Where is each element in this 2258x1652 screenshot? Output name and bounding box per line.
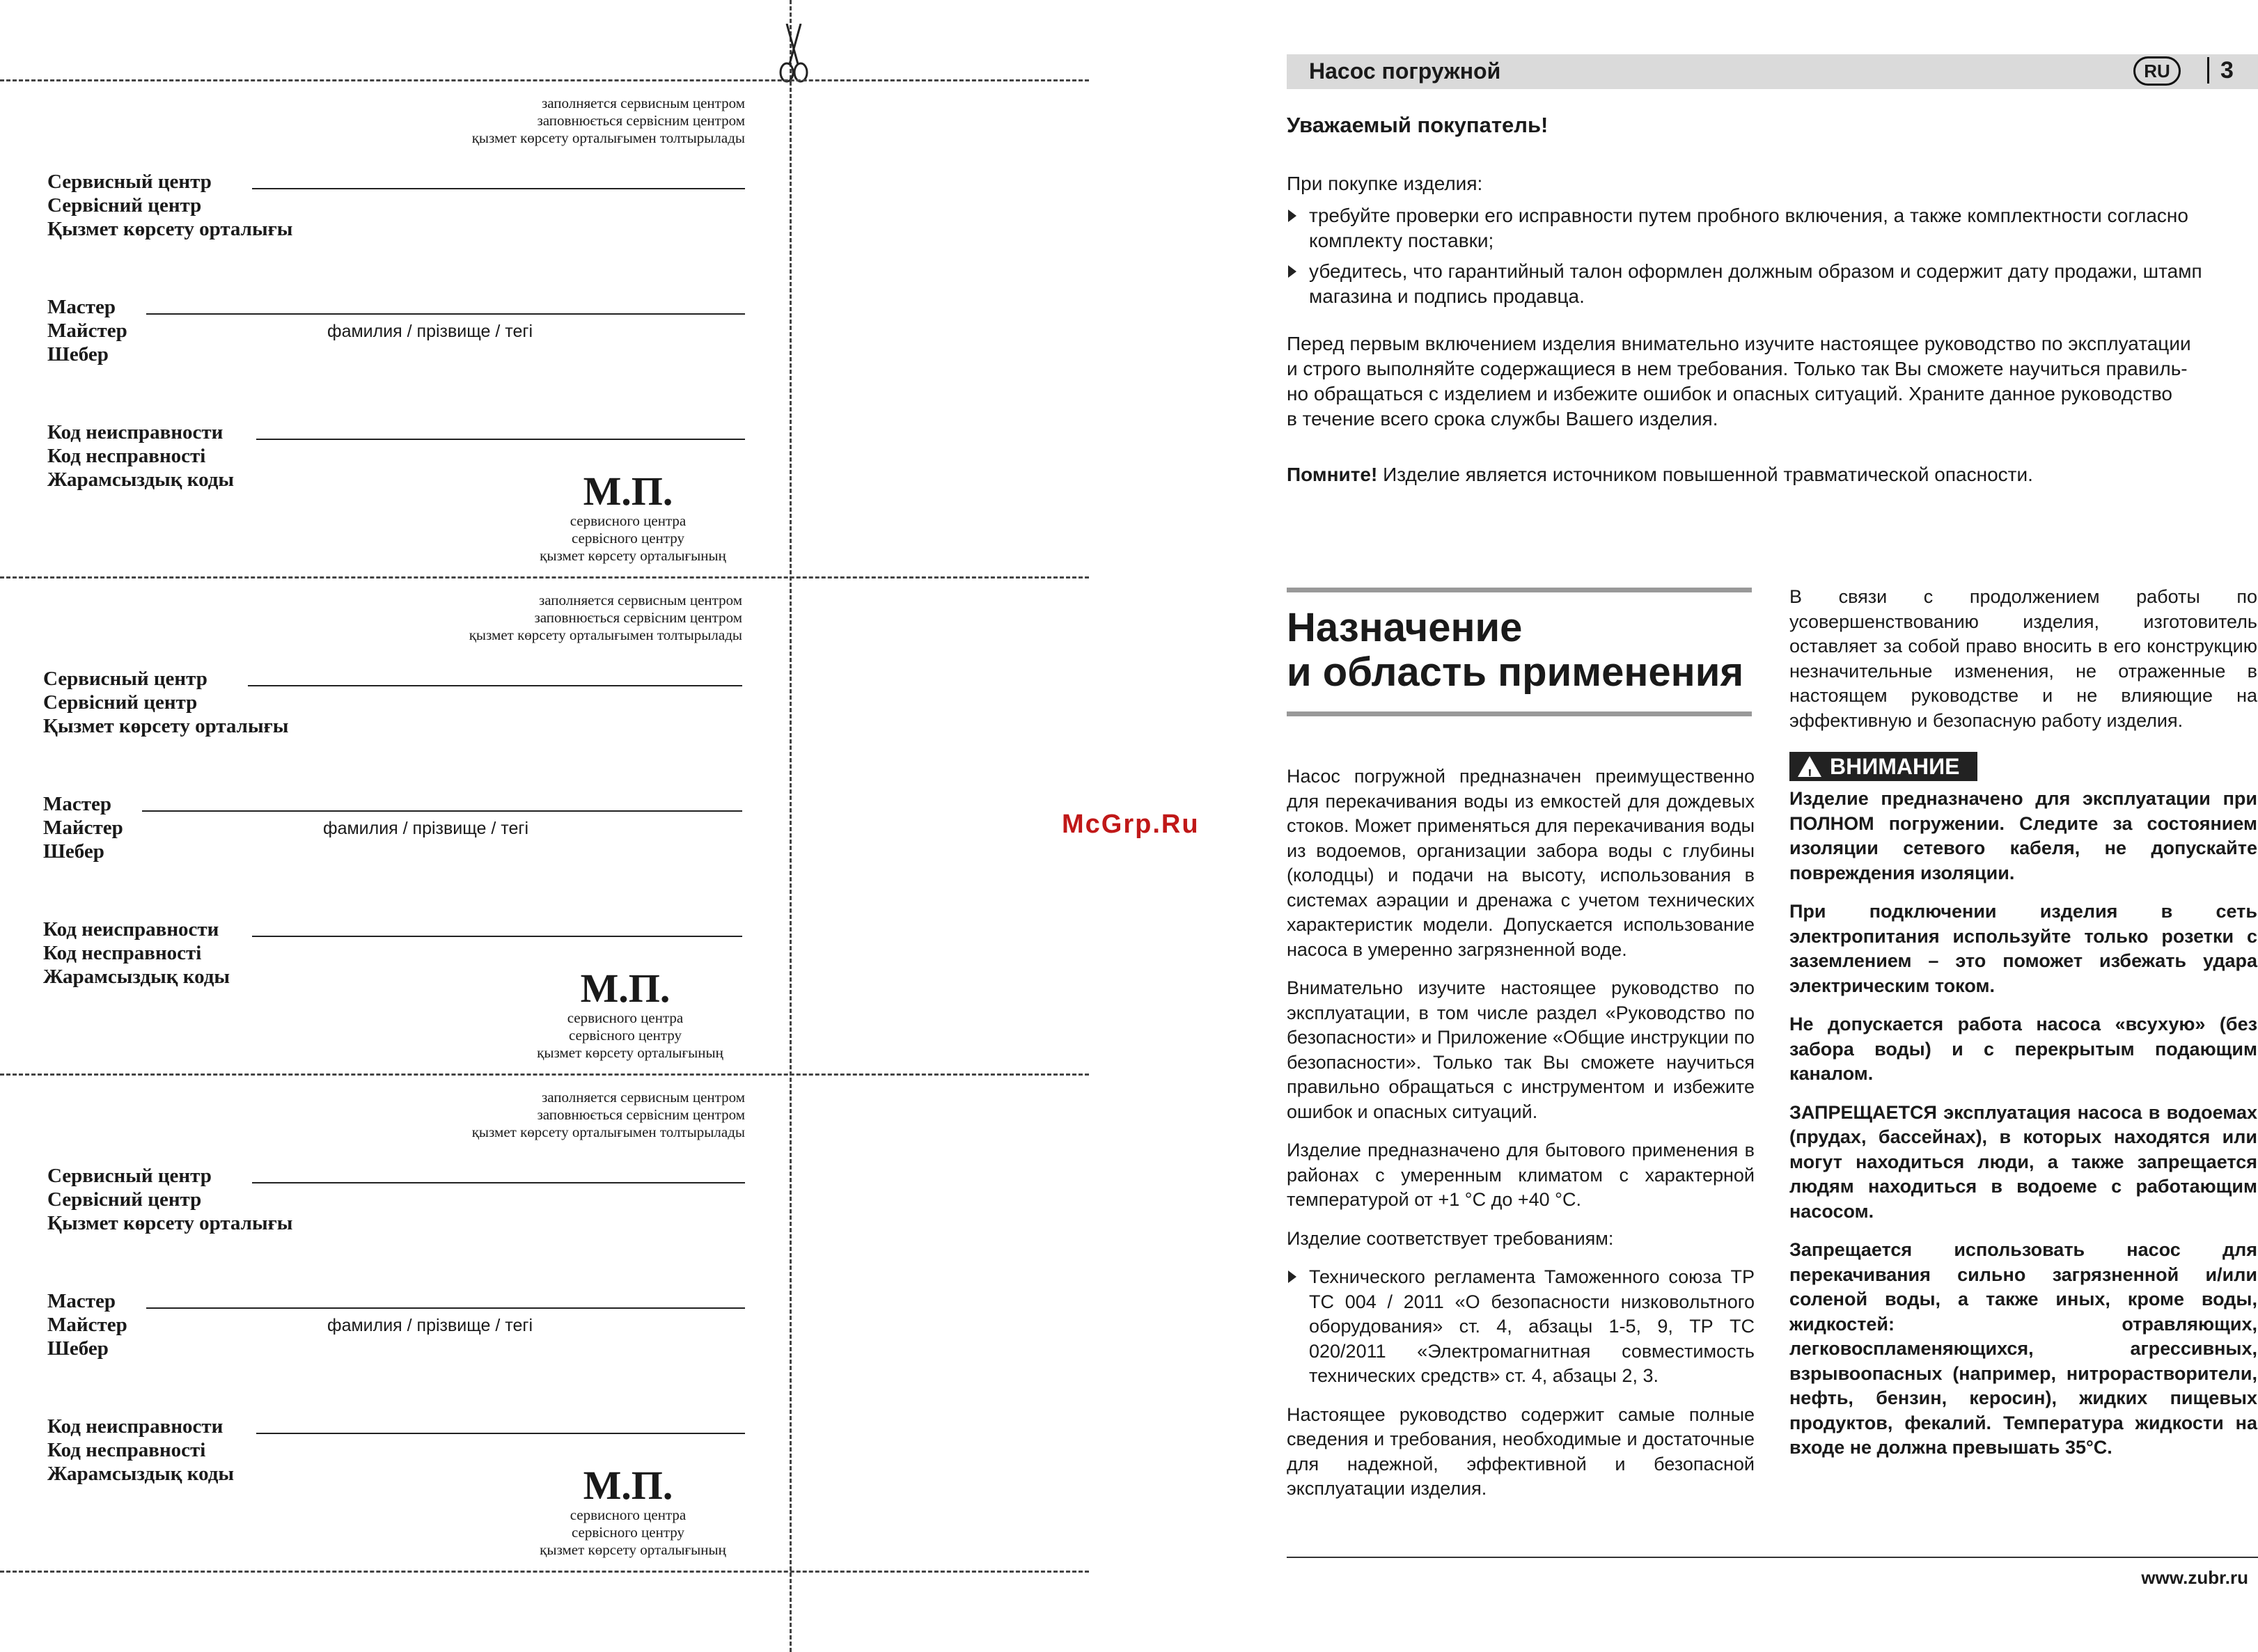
- defect-code-label: Код неисправности Код несправності Жарамсыздық коды: [47, 1415, 235, 1485]
- master-field[interactable]: [146, 313, 745, 315]
- defect-code-field[interactable]: [256, 439, 745, 440]
- cut-line-vertical: [790, 0, 792, 1652]
- section-title: Назначение и область применения: [1287, 605, 1744, 695]
- language-badge: RU: [2133, 56, 2181, 86]
- service-center-field[interactable]: [248, 685, 742, 686]
- before-use-text: Перед первым включением изделия внимательно изучите настоящее руководство по эксплуатации и строго выполняйте содержащиеся в нем требования. Только так Вы сможете научиться правиль- но обращаться с изделием и избежите ошибок и опасных ситуаций. Храните данное руководство в течение всего срока службы Вашего изделия.: [1287, 333, 2191, 430]
- stamp-area: М.П. сервисного центра сервісного центру қызмет көрсету орталығының: [540, 469, 726, 564]
- master-field[interactable]: [146, 1307, 745, 1309]
- service-center-field[interactable]: [252, 188, 745, 189]
- section-rule-top: [1287, 588, 1752, 592]
- bullet-icon: [1288, 210, 1296, 222]
- warning-badge: ! ВНИМАНИЕ: [1789, 752, 1977, 781]
- service-center-label: Сервисный центр Сервісний центр Қызмет көрсету орталығы: [47, 1165, 293, 1234]
- surname-hint: фамилия / прізвище / тегі: [327, 322, 533, 341]
- page-number: 3: [2207, 57, 2234, 84]
- fill-note: заполняется сервисным центром заповнюється сервісним центром қызмет көрсету орталығымен толтырылады: [471, 95, 745, 146]
- service-center-field[interactable]: [252, 1182, 745, 1183]
- master-label: Мастер Майстер Шебер: [47, 1290, 127, 1360]
- coupon-2: [0, 578, 787, 1075]
- purchase-intro: При покупке изделия:: [1287, 173, 1483, 194]
- footer-website[interactable]: www.zubr.ru: [2141, 1567, 2248, 1588]
- bullet-icon: [1288, 265, 1296, 278]
- defect-code-label: Код неисправности Код несправності Жарамсыздық коды: [47, 421, 235, 491]
- watermark: McGrp.Ru: [1062, 810, 1200, 839]
- scissors-icon: [777, 24, 810, 84]
- defect-code-field[interactable]: [256, 1433, 745, 1434]
- coupon-1: [0, 81, 787, 578]
- master-field[interactable]: [142, 810, 742, 812]
- page-header: [1287, 54, 2258, 89]
- purchase-bullet-2: убедитесь, что гарантийный талон оформлен должным образом и содержит дату продажи, штамп магазина и подпись продавца.: [1309, 260, 2202, 307]
- remember-note: Помните! Изделие является источником повышенной травматической опасности.: [1287, 464, 2033, 485]
- coupon-3: [0, 1075, 787, 1572]
- warning-column: Изделие предназначено для эксплуатации при ПОЛНОМ погружении. Следите за состоянием изоляции сетевого кабеля, не допускайте повреждения изоляции. При подключении изделия в сеть электропитания используйте только розетки с заземлением – это поможет избежать удара электрическим током. Не допускается работа насоса «всухую» (без забора воды) и с перекрытым подающим каналом. ЗАПРЕЩАЕТСЯ эксплуатация насоса в водоемах (прудах, бассейнах), в которых находятся или могут находиться люди, а также запрещается людям находиться в водоеме с работающим насосом. Запрещается использовать насос для перекачивания сильно загрязненной и/или соленой воды, а также иных, кроме воды, жидкостей: отравляющих, легковоспламеняющихся, агрессивных, взрывоопасных (например, нитрорастворители, нефть, бензин, керосин), жидких пищевых продуктов, фекалий. Температура жидкости на входе не должна превышать 35°С.: [1789, 788, 2257, 1458]
- left-column: Насос погружной предназначен преимущественно для перекачивания воды из емкостей для дождевых стоков. Может применяться для перекачивания воды из водоемов, организации забора воды с глубины (колодцы) и подачи на высоту, использования в системах аэрации и дренажа с учетом технических характеристик модели. Допускается использование насоса в умеренно загрязненной воде. Внимательно изучите настоящее руководство по эксплуатации, в том числе раздел «Руководство по безопасности» и Приложение «Общие инструкции по безопасности». Только так Вы сможете научиться правильно обращаться с инструментом и избежите ошибок и опасных ситуаций. Изделие предназначено для бытового применения в районах с умеренным климатом с характерной температурой от +1 °С до +40 °С. Изделие соответствует требованиям: Технического регламента Таможенного союза ТР ТС 004 / 2011 «О безопасности низковольтного оборудования» ст. 4, абзацы 1-5, 9, ТР ТС 020/2011 «Электромагнитная совместимость технических средств» ст. 4, абзацы 2, 3. Настоящее руководство содержит самые полные сведения и требования, необходимые и достаточные для надежной, эффективной и безопасной эксплуатации изделия.: [1287, 766, 1755, 1499]
- section-rule-bottom: [1287, 711, 1752, 716]
- fill-note: заполняется сервисным центром заповнюється сервісним центром қызмет көрсету орталығымен толтырылады: [469, 592, 742, 643]
- defect-code-field[interactable]: [252, 936, 742, 937]
- purchase-bullet-1: требуйте проверки его исправности путем пробного включения, а также комплектности согласно комплекту поставки;: [1309, 205, 2188, 251]
- defect-code-label: Код неисправности Код несправності Жарамсыздық коды: [43, 918, 230, 988]
- surname-hint: фамилия / прізвище / тегі: [323, 819, 529, 838]
- stamp-area: М.П. сервисного центра сервісного центру қызмет көрсету орталығының: [537, 966, 723, 1061]
- bullet-icon: [1288, 1271, 1296, 1283]
- page-title: Насос погружной: [1309, 58, 1501, 84]
- service-center-label: Сервисный центр Сервісний центр Қызмет көрсету орталығы: [43, 668, 289, 737]
- footer-rule: [1287, 1557, 2258, 1558]
- service-center-label: Сервисный центр Сервісний центр Қызмет көрсету орталығы: [47, 171, 293, 240]
- surname-hint: фамилия / прізвище / тегі: [327, 1316, 533, 1335]
- right-column-top: В связи с продолжением работы по усовершенствованию изделия, изготовитель оставляет за собой право вносить в его конструкцию незначительные изменения, не отраженные в настоящем руководстве и не влияющие на эффективную и безопасную работу изделия.: [1789, 586, 2257, 731]
- regulation-bullet: Технического регламента Таможенного союза ТР ТС 004 / 2011 «О безопасности низковольтного оборудования» ст. 4, абзацы 1-5, 9, ТР ТС 020/2011 «Электромагнитная совместимость технических средств» ст. 4, абзацы 2, 3.: [1287, 1265, 1755, 1389]
- master-label: Мастер Майстер Шебер: [43, 793, 123, 863]
- stamp-area: М.П. сервисного центра сервісного центру қызмет көрсету орталығының: [540, 1463, 726, 1558]
- greeting: Уважаемый покупатель!: [1287, 113, 1549, 137]
- master-label: Мастер Майстер Шебер: [47, 296, 127, 365]
- fill-note: заполняется сервисным центром заповнюється сервісним центром қызмет көрсету орталығымен толтырылады: [471, 1089, 745, 1140]
